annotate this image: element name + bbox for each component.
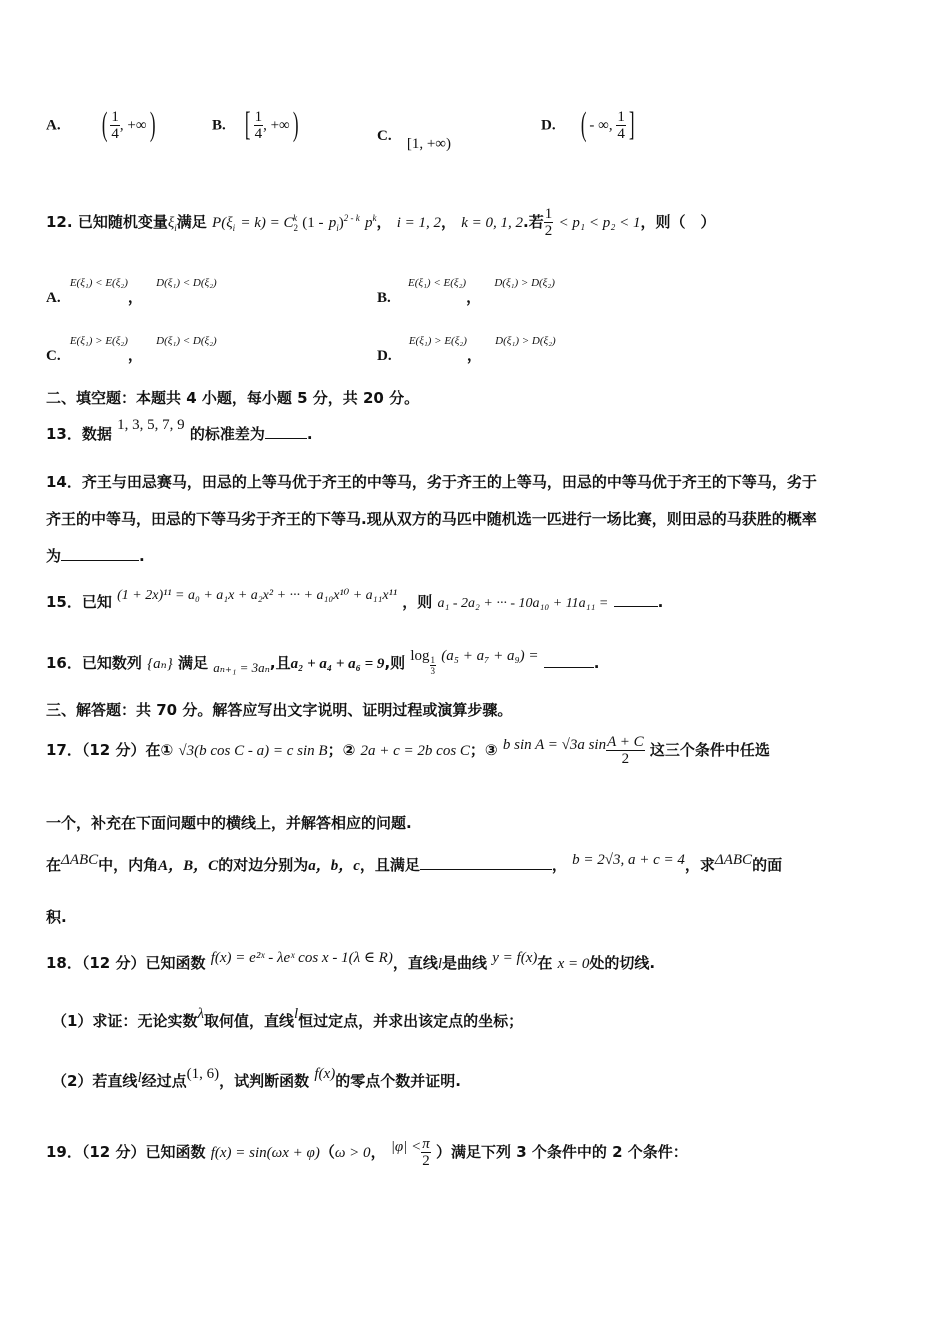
q12-option-b[interactable]: B. E(ξ₁) < E(ξ₂)， D(ξ₁) > D(ξ₂) [377,277,555,306]
q14-line3: 为 . [46,547,145,565]
q14-line2: 齐王的中等马，田忌的下等马劣于齐王的下等马.现从双方的马匹中随机选一匹进行一场比赛，则田忌的马获胜的概率 [46,510,817,528]
q18-part2: （2）若直线l经过点(1, 6)，试判断函数 f(x)的零点个数并证明. [52,1066,461,1090]
q15-stem: 15．已知 (1 + 2x)¹¹ = a₀ + a₁x + a₂x² + ··· + a₁₀x¹⁰ + a₁₁x¹¹ ，则 a₁ - 2a₂ + ··· - 10a₁₀ + 11a₁₁ = . [46,588,664,611]
q13-stem: 13．数据 1, 3, 5, 7, 9 的标准差为 . [46,417,313,443]
q12-option-d[interactable]: D. E(ξ₁) > E(ξ₂)， D(ξ₁) > D(ξ₂) [377,335,556,364]
q17-condition-blank[interactable] [420,855,552,870]
option-label: C. [377,128,392,144]
option-label: B. [212,117,226,134]
q11-option-a[interactable]: A. ( $\frac{1}{4}$ , +∞) [46,106,156,143]
q17-stem: 17．（12 分）在① √3(b cos C - a) = c sin B；② 2a + c = 2b cos C；③ b sin A = √3a sin $\frac{A + C}{2}$ 这三个条件中任选 [46,734,770,767]
q18-part1: （1）求证：无论实数λ取何值，直线l恒过定点，并求出该定点的坐标； [52,1006,524,1030]
q12-option-a[interactable]: A. E(ξ₁) < E(ξ₂)， D(ξ₁) < D(ξ₂) [46,277,217,306]
q18-stem: 18．（12 分）已知函数 f(x) = e²ˣ - λeˣ cos x - 1(λ ∈ R)，直线l是曲线 y = f(x)在 x = 0处的切线. [46,950,656,972]
q13-answer-blank[interactable] [265,424,307,439]
q15-answer-blank[interactable] [614,592,658,607]
option-label: D. [541,117,556,134]
q17-line2: 一个，补充在下面问题中的横线上，并解答相应的问题. [46,814,412,832]
q11-option-c[interactable]: C. [1, +∞) [377,128,451,152]
q12-stem: 12. 已知随机变量$\xi_i$满足 $P(\xi_i = k) = C_2^k$ $(1 - p_i)^{2 - k}$ $p^k$， i = 1, 2， k = 0, 1, 2.若 $\frac{1}{2}$ < p₁ < p₂ < 1，则（ ） [46,206,716,239]
q19-stem: 19．（12 分）已知函数 f(x) = sin(ωx + φ)（ω > 0， |φ| < $\frac{\pi}{2}$ ）满足下列 3 个条件中的 2 个条件： [46,1136,688,1169]
q14-answer-blank[interactable] [61,546,139,561]
q17-line4: 积. [46,908,67,926]
q16-answer-blank[interactable] [544,653,594,668]
q11-option-b[interactable]: B. [ $\frac{1}{4}$ , +∞) [212,106,299,143]
option-label: A. [46,117,61,134]
section-3-heading: 三、解答题：共 70 分。解答应写出文字说明、证明过程或演算步骤。 [46,701,513,719]
q11-option-d[interactable]: D. ( - ∞, $\frac{1}{4}$ ] [541,106,635,143]
q14-line1: 14．齐王与田忌赛马，田忌的上等马优于齐王的中等马，劣于齐王的上等马，田忌的中等马优于齐王的下等马，劣于 [46,473,817,491]
q16-stem: 16．已知数列 {aₙ} 满足 aₙ₊₁ = 3aₙ,且a₂ + a₄ + a₆ = 9,则 log $\frac{1}{3}$ (a₅ + a₇ + a₉) = . [46,648,600,676]
q17-line3: 在ΔABC中，内角A，B，C的对边分别为a，b，c，且满足 ， b = 2√3, a + c = 4，求ΔABC的面 [46,852,783,874]
q12-option-c[interactable]: C. E(ξ₁) > E(ξ₂)， D(ξ₁) < D(ξ₂) [46,335,217,364]
section-2-heading: 二、填空题：本题共 4 小题，每小题 5 分，共 20 分。 [46,389,420,407]
